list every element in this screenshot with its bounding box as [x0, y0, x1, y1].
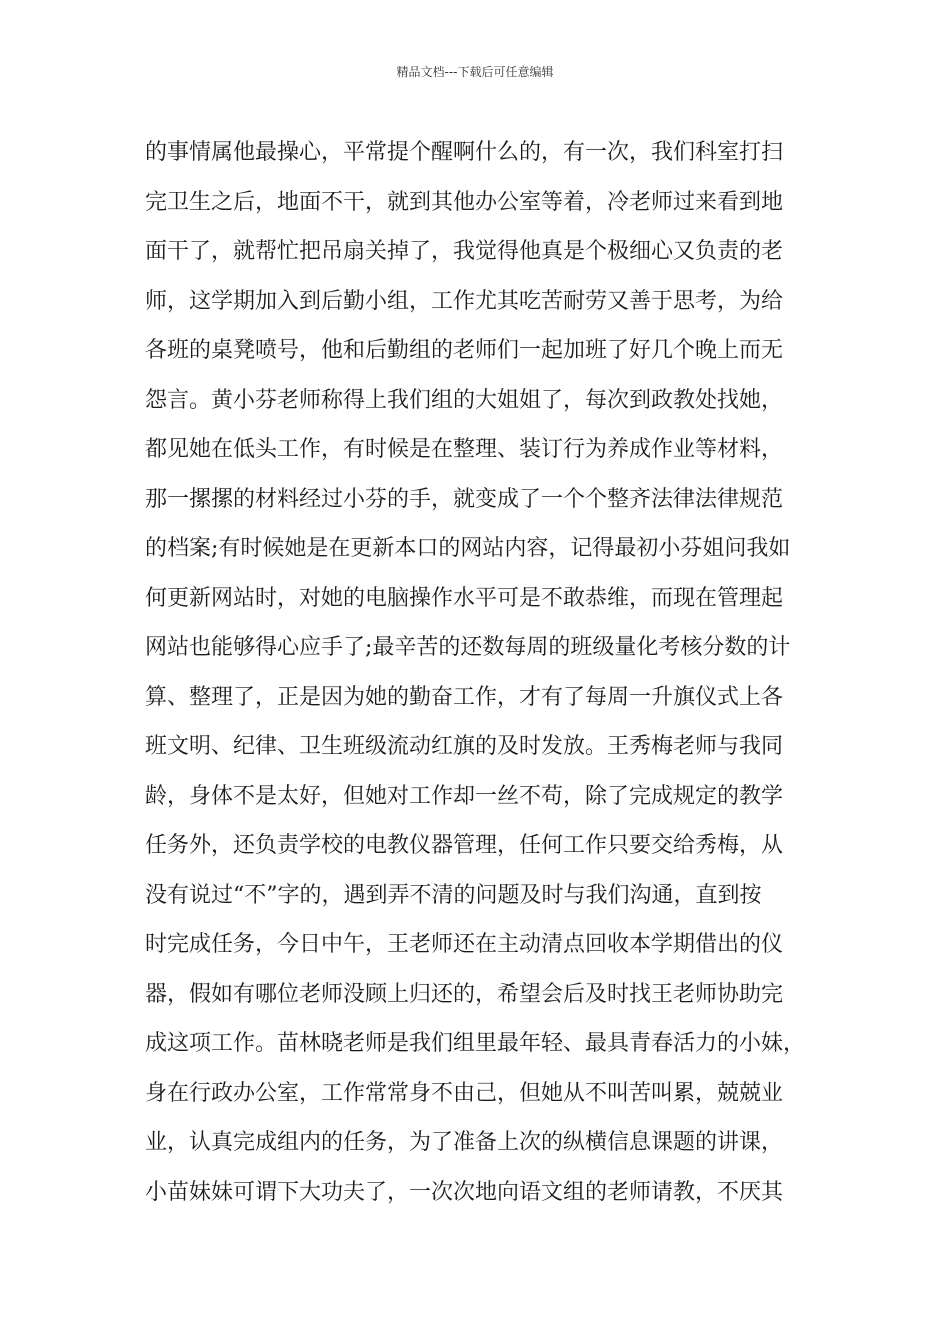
text-line: 算、整理了，正是因为她的勤奋工作，才有了每周一升旗仪式上各 — [145, 684, 784, 710]
text-line: 龄，身体不是太好，但她对工作却一丝不苟，除了完成规定的教学 — [145, 783, 784, 809]
text-line: 班文明、纪律、卫生班级流动红旗的及时发放。王秀梅老师与我同 — [145, 734, 784, 759]
text-line: 何更新网站时，对她的电脑操作水平可是不敢恭维，而现在管理起 — [145, 585, 784, 611]
text-line: 身在行政办公室，工作常常身不由己，但她从不叫苦叫累，兢兢业 — [145, 1080, 784, 1106]
text-line: 时完成任务，今日中午，王老师还在主动清点回收本学期借出的仪 — [145, 932, 784, 957]
text-line: 任务外，还负责学校的电教仪器管理，任何工作只要交给秀梅，从 — [145, 833, 784, 858]
text-line: 都见她在低头工作，有时候是在整理、装订行为养成作业等材料， — [145, 437, 784, 462]
text-line: 那一摞摞的材料经过小芬的手，就变成了一个个整齐法律法律规范 — [145, 486, 784, 512]
text-line: 的档案;有时候她是在更新本口的网站内容，记得最初小芬姐问我如 — [145, 536, 791, 561]
text-line: 业，认真完成组内的任务，为了准备上次的纵横信息课题的讲课， — [145, 1130, 784, 1155]
text-line: 小苗妹妹可谓下大功夫了，一次次地向语文组的老师请教，不厌其 — [145, 1179, 784, 1205]
text-line: 成这项工作。苗林晓老师是我们组里最年轻、最具青春活力的小妹， — [145, 1031, 806, 1056]
text-line: 面干了，就帮忙把吊扇关掉了，我觉得他真是个极细心又负责的老 — [145, 239, 784, 264]
text-line: 完卫生之后，地面不干，就到其他办公室等着，冷老师过来看到地 — [145, 189, 784, 215]
body-text — [145, 128, 820, 1217]
text-line: 没有说过“不”字的，遇到弄不清的问题及时与我们沟通，直到按 — [145, 882, 762, 908]
text-line: 各班的桌凳喷号，他和后勤组的老师们一起加班了好几个晚上而无 — [145, 338, 784, 363]
page-header: 精品文档---下载后可任意编辑 — [396, 65, 554, 79]
text-line: 网站也能够得心应手了;最辛苦的还数每周的班级量化考核分数的计 — [145, 635, 791, 660]
text-line: 器，假如有哪位老师没顾上归还的，希望会后及时找王老师协助完 — [145, 981, 784, 1007]
text-line: 师，这学期加入到后勤小组，工作尤其吃苦耐劳又善于思考，为给 — [145, 288, 784, 314]
text-line: 的事情属他最操心，平常提个醒啊什么的，有一次，我们科室打扫 — [145, 140, 784, 165]
text-line: 怨言。黄小芬老师称得上我们组的大姐姐了，每次到政教处找她， — [145, 387, 784, 413]
